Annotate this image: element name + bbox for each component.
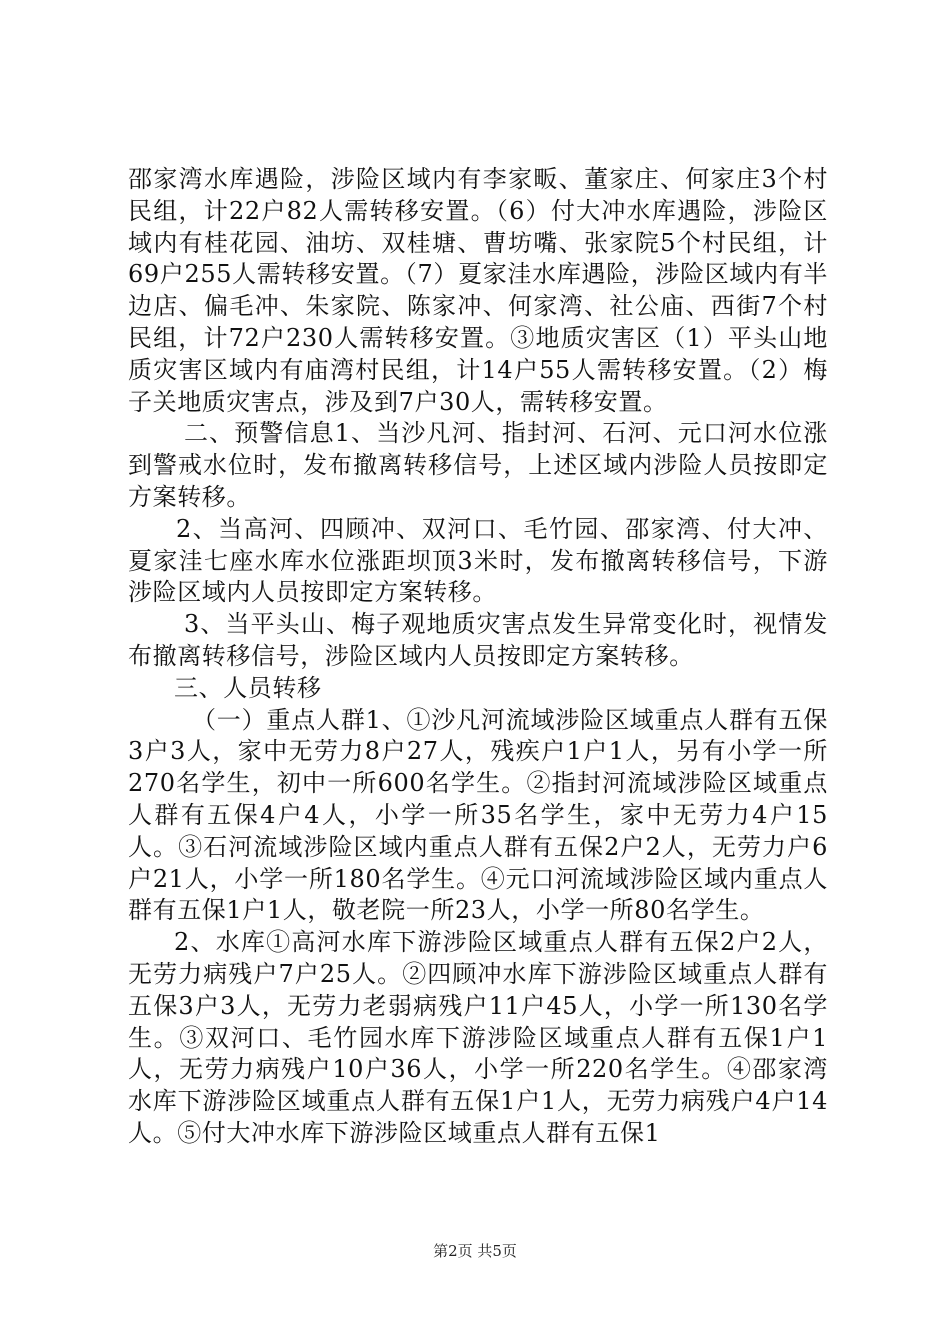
page-number-footer: 第2页 共5页	[433, 1242, 517, 1260]
document-body	[128, 164, 828, 1150]
paragraph-warning-info-1: 二、预警信息1、当沙凡河、指封河、石河、元口河水位涨到警戒水位时，发布撤离转移信号，上述区域内涉险人员按即定方案转移。	[128, 419, 828, 511]
paragraph-key-groups-rivers: （一）重点人群1、①沙凡河流域涉险区域重点人群有五保3户3人，家中无劳力8户27人，残疾户1户1人，另有小学一所270名学生，初中一所600名学生。②指封河流域涉险区域重点人群有五保4户4人，小学一所35名学生，家中无劳力4户15人。③石河流域涉险区域内重点人群有五保2户2人，无劳力户6户21人，小学一所180名学生。④元口河流域涉险区域内重点人群有五保1户1人，敬老院一所23人，小学一所80名学生。	[128, 705, 828, 925]
paragraph-warning-info-2: 2、当高河、四顾冲、双河口、毛竹园、邵家湾、付大冲、夏家洼七座水库水位涨距坝顶3米时，发布撤离转移信号，下游涉险区域内人员按即定方案转移。	[128, 514, 828, 607]
paragraph-key-groups-reservoirs: 2、水库①高河水库下游涉险区域重点人群有五保2户2人，无劳力病残户7户25人。②四顾冲水库下游涉险区域重点人群有五保3户3人，无劳力老弱病残户11户45人，小学一所130名学生。③双河口、毛竹园水库下游涉险区域重点人群有五保1户1人，无劳力病残户10户36人，小学一所220名学生。④邵家湾水库下游涉险区域重点人群有五保1户1人，无劳力病残户4户14人。⑤付大冲水库下游涉险区域重点人群有五保1	[128, 928, 828, 1147]
paragraph-warning-info-3: 3、当平头山、梅子观地质灾害点发生异常变化时，视情发布撤离转移信号，涉险区域内人员按即定方案转移。	[128, 610, 828, 670]
paragraph-reservoir-risk-list: 邵家湾水库遇险，涉险区域内有李家畈、董家庄、何家庄3个村民组，计22户82人需转移安置。（6）付大冲水库遇险，涉险区域内有桂花园、油坊、双桂塘、曹坊嘴、张家院5个村民组，计69户255人需转移安置。（7）夏家洼水库遇险，涉险区域内有半边店、偏毛冲、朱家院、陈家冲、何家湾、社公庙、西街7个村民组，计72户230人需转移安置。③地质灾害区（1）平头山地质灾害区域内有庙湾村民组，计14户55人需转移安置。（2）梅子关地质灾害点，涉及到7户30人，需转移安置。	[128, 165, 828, 416]
section-heading-personnel-transfer: 三、人员转移	[174, 673, 322, 702]
